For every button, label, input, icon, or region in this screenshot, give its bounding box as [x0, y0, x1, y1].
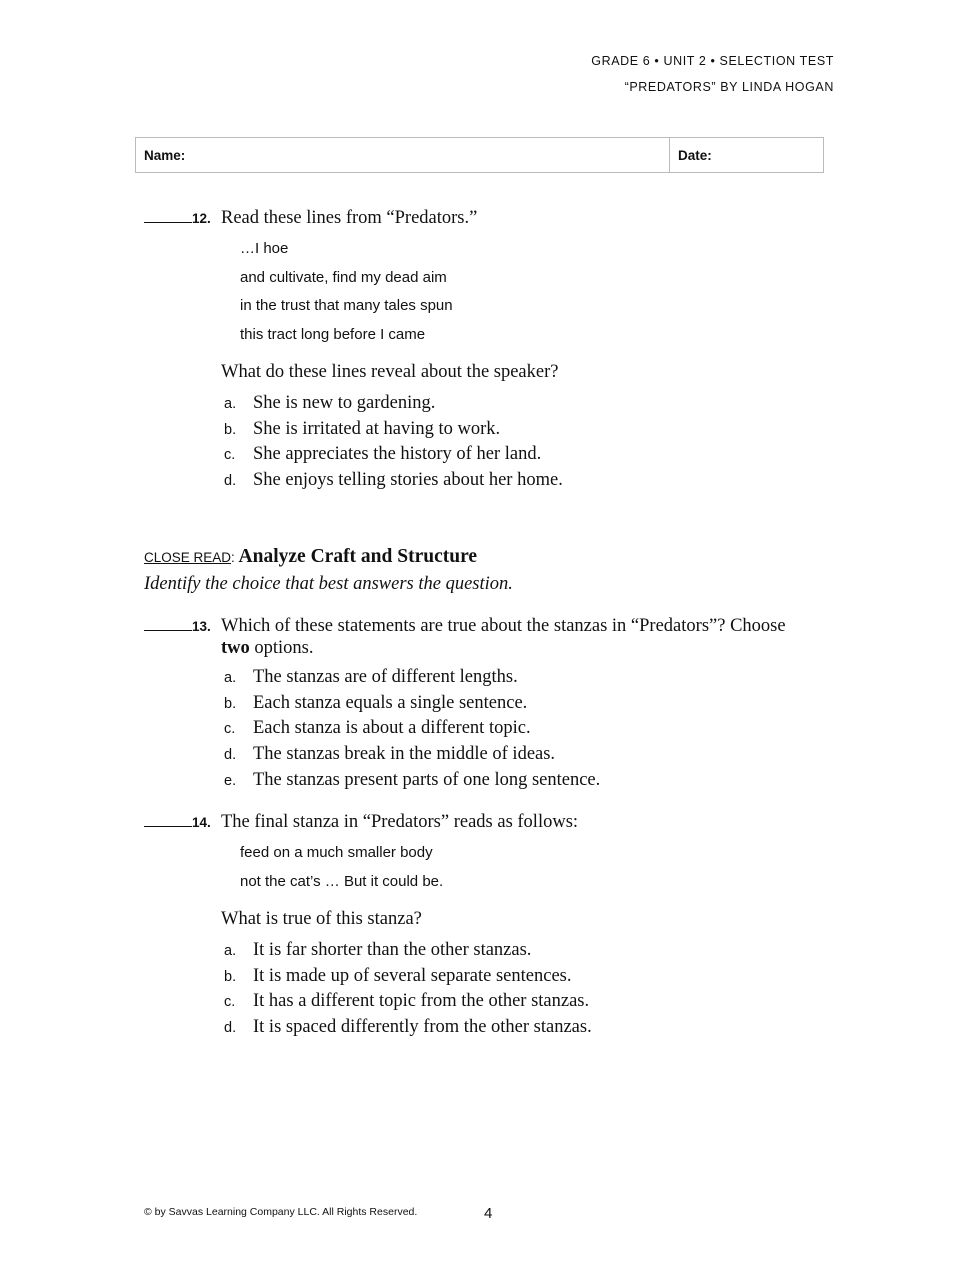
- section-label: CLOSE READ: [144, 550, 232, 565]
- question-prompt-14: What is true of this stanza?: [221, 909, 422, 929]
- question-text: Read these lines from “Predators.”: [221, 208, 478, 228]
- option-letter: d.: [224, 747, 237, 764]
- section-heading: [144, 546, 477, 568]
- page-header: [591, 48, 834, 100]
- option-text: Each stanza is about a different topic.: [253, 718, 531, 739]
- poem-line: not the cat’s … But it could be.: [240, 872, 444, 890]
- answer-blank-12[interactable]: [144, 221, 192, 223]
- options-14: [224, 940, 592, 1043]
- option-text: She is new to gardening.: [253, 393, 436, 413]
- option-letter: d.: [224, 1020, 237, 1037]
- option-d[interactable]: [224, 744, 600, 770]
- option-text: She is irritated at having to work.: [253, 418, 501, 439]
- option-letter: a.: [224, 943, 237, 959]
- option-b[interactable]: [224, 693, 600, 719]
- option-letter: a.: [224, 670, 237, 686]
- option-e[interactable]: [224, 770, 600, 796]
- option-letter: c.: [224, 447, 236, 464]
- poem-line: in the trust that many tales spun: [240, 297, 453, 315]
- option-a[interactable]: [224, 393, 563, 419]
- poem-line: feed on a much smaller body: [240, 844, 433, 861]
- option-a[interactable]: [224, 667, 600, 693]
- question-number: 12.: [192, 211, 211, 226]
- copyright-notice: © by Savvas Learning Company LLC. All Rights Reserved.: [144, 1206, 418, 1218]
- section-instruction: Identify the choice that best answers the question.: [144, 574, 513, 594]
- option-letter: e.: [224, 772, 237, 789]
- question-number: 13.: [192, 619, 211, 634]
- option-a[interactable]: [224, 940, 592, 966]
- name-label: Name:: [144, 147, 186, 163]
- question-text: The final stanza in “Predators” reads as follows:: [221, 812, 579, 832]
- option-b[interactable]: [224, 419, 563, 445]
- option-letter: c.: [224, 721, 236, 738]
- header-grade-unit: GRADE 6 • UNIT 2 • SELECTION TEST: [591, 54, 834, 68]
- option-text: She enjoys telling stories about her home.: [253, 470, 563, 491]
- option-c[interactable]: [224, 444, 563, 470]
- option-c[interactable]: [224, 718, 600, 744]
- option-text: The stanzas are of different lengths.: [253, 667, 518, 687]
- options-12: [224, 393, 563, 496]
- option-letter: b.: [224, 421, 237, 438]
- section-title: Analyze Craft and Structure: [238, 546, 478, 567]
- option-text: She appreciates the history of her land.: [253, 444, 542, 465]
- option-letter: b.: [224, 695, 237, 712]
- question-text-end: options.: [249, 638, 314, 658]
- section-colon: :: [231, 550, 239, 565]
- question-14: [144, 811, 578, 833]
- option-text: It is spaced differently from the other stanzas.: [253, 1017, 592, 1038]
- option-text: It is far shorter than the other stanzas.: [253, 940, 532, 960]
- option-d[interactable]: [224, 470, 563, 496]
- answer-blank-14[interactable]: [144, 825, 192, 827]
- question-12: [144, 207, 477, 229]
- option-c[interactable]: [224, 991, 592, 1017]
- option-letter: a.: [224, 396, 237, 412]
- answer-blank-13[interactable]: [144, 629, 192, 631]
- question-text-emphasis: two: [221, 638, 250, 658]
- name-field[interactable]: [136, 138, 670, 172]
- option-text: The stanzas present parts of one long sentence.: [253, 769, 601, 790]
- page-number: 4: [484, 1205, 493, 1222]
- option-text: It has a different topic from the other stanzas.: [253, 991, 590, 1012]
- option-letter: d.: [224, 473, 237, 490]
- poem-excerpt-12: [240, 235, 453, 350]
- date-field[interactable]: [670, 138, 823, 172]
- name-date-box: [135, 137, 824, 173]
- date-label: Date:: [678, 147, 712, 163]
- option-b[interactable]: [224, 966, 592, 992]
- option-letter: b.: [224, 968, 237, 985]
- option-text: Each stanza equals a single sentence.: [253, 692, 528, 713]
- option-text: The stanzas break in the middle of ideas.: [253, 744, 556, 765]
- question-prompt-12: What do these lines reveal about the speaker?: [221, 362, 559, 382]
- question-13: [144, 615, 786, 659]
- question-number: 14.: [192, 815, 211, 830]
- option-text: It is made up of several separate sentences.: [253, 965, 572, 986]
- poem-excerpt-14: [240, 839, 443, 896]
- question-text: [221, 615, 786, 659]
- options-13: [224, 667, 600, 795]
- option-d[interactable]: [224, 1017, 592, 1043]
- poem-line: …I hoe: [240, 240, 289, 257]
- header-selection-title: “PREDATORS” BY LINDA HOGAN: [624, 80, 834, 94]
- poem-line: this tract long before I came: [240, 326, 426, 344]
- question-text-line1: Which of these statements are true about the stanzas in “Predators”? Choose: [221, 616, 786, 636]
- poem-line: and cultivate, find my dead aim: [240, 268, 447, 286]
- option-letter: c.: [224, 994, 236, 1011]
